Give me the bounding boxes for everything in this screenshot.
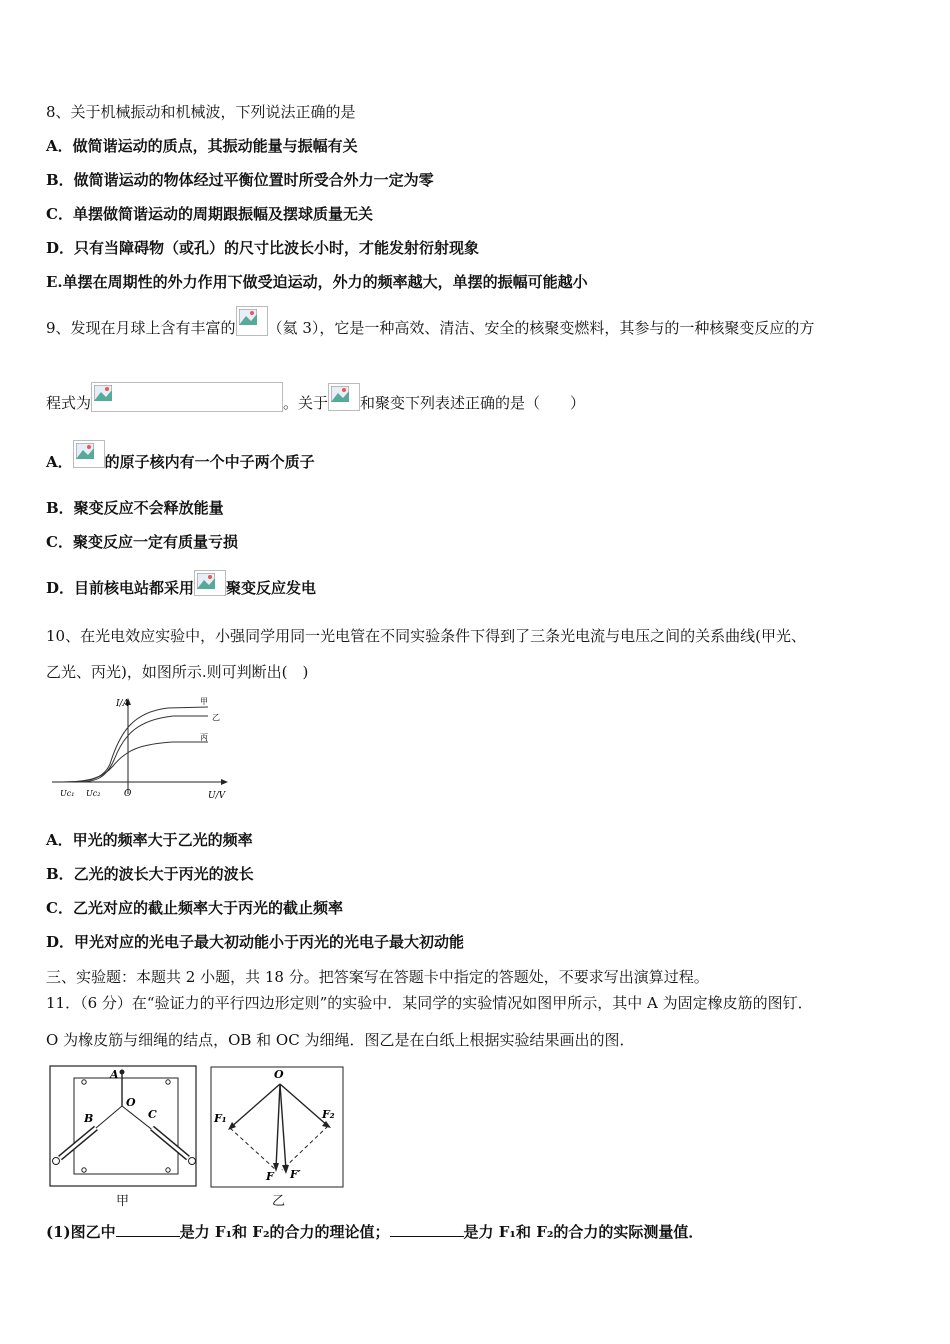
broken-image-icon bbox=[73, 440, 105, 468]
photoelectric-iv-graph bbox=[48, 694, 233, 806]
q9-line2-pre: 程式为 bbox=[46, 394, 92, 412]
q11-stem-line1: 11．（6 分）在“验证力的平行四边形定则”的实验中．某同学的实验情况如图甲所示，其中 A 为固定橡皮筋的图钉． bbox=[46, 994, 813, 1012]
q9-stem-line2 bbox=[46, 393, 585, 413]
q9-option-c: C．聚变反应一定有质量亏损 bbox=[46, 533, 238, 551]
uc2-label: Uc₂ bbox=[86, 789, 101, 798]
origin-label: O bbox=[124, 789, 132, 799]
label-a: A bbox=[110, 1068, 119, 1081]
q10-option-d: D．甲光对应的光电子最大初动能小于丙光的光电子最大初动能 bbox=[46, 933, 465, 951]
curve-jia bbox=[62, 707, 208, 782]
y-axis-label: I/A bbox=[116, 699, 130, 709]
label-o2: O bbox=[274, 1068, 284, 1081]
q9-line2-mid: 。关于 bbox=[283, 394, 329, 412]
q11-sub1-pre: (1)图乙中 bbox=[46, 1223, 116, 1241]
curve-bing bbox=[62, 742, 208, 782]
q10-stem-line2: 乙光、丙光)，如图所示.则可判断出( ) bbox=[46, 663, 309, 681]
q9-stem-line1 bbox=[46, 318, 814, 338]
label-f1: F₁ bbox=[214, 1112, 227, 1125]
uc1-label: Uc₁ bbox=[60, 789, 75, 798]
curve-yi bbox=[78, 716, 208, 782]
jia-label: 甲 bbox=[200, 697, 208, 706]
label-f: F bbox=[266, 1170, 274, 1183]
q9-line2-post: 和聚变下列表述正确的是（ ） bbox=[360, 394, 586, 412]
q11-sub1-mid: 是力 F₁和 F₂的合力的理论值； bbox=[179, 1223, 390, 1241]
label-f-prime: F′ bbox=[290, 1168, 301, 1181]
label-b: B bbox=[84, 1112, 94, 1125]
q9-option-d bbox=[46, 578, 316, 598]
q9-option-a bbox=[46, 452, 315, 472]
figure-jia-apparatus bbox=[48, 1064, 200, 1190]
q9-option-b: B．聚变反应不会释放能量 bbox=[46, 499, 224, 517]
q10-option-c: C．乙光对应的截止频率大于丙光的截止频率 bbox=[46, 899, 343, 917]
answer-blank-1[interactable] bbox=[116, 1222, 180, 1237]
broken-image-icon bbox=[91, 382, 283, 412]
q8-option-d: D．只有当障碍物（或孔）的尺寸比波长小时，才能发射衍射现象 bbox=[46, 239, 480, 257]
q9-a-post: 的原子核内有一个中子两个质子 bbox=[104, 453, 315, 471]
label-f2: F₂ bbox=[322, 1108, 335, 1121]
q9-d-post: 聚变反应发电 bbox=[226, 579, 317, 597]
q10-option-b: B．乙光的波长大于丙光的波长 bbox=[46, 865, 254, 883]
q8-stem: 8、关于机械振动和机械波，下列说法正确的是 bbox=[46, 103, 356, 121]
q11-sub1 bbox=[46, 1222, 703, 1242]
answer-blank-2[interactable] bbox=[390, 1222, 464, 1237]
figure-yi-force-diagram bbox=[210, 1066, 346, 1190]
x-axis-label: U/V bbox=[208, 791, 226, 801]
broken-image-icon bbox=[194, 570, 226, 596]
q9-a-pre: A． bbox=[46, 453, 73, 471]
q10-stem-line1: 10、在光电效应实验中，小强同学用同一光电管在不同实验条件下得到了三条光电流与电压之间的关系曲线(甲光、 bbox=[46, 627, 806, 645]
q9-stem-pre: 9、发现在月球上含有丰富的 bbox=[46, 319, 236, 337]
caption-jia: 甲 bbox=[116, 1194, 130, 1209]
caption-yi: 乙 bbox=[272, 1194, 286, 1209]
yi-label: 乙 bbox=[212, 713, 220, 722]
broken-image-icon bbox=[236, 306, 268, 336]
q8-option-a: A．做简谐运动的质点，其振动能量与振幅有关 bbox=[46, 137, 358, 155]
x-axis-arrow bbox=[221, 779, 228, 785]
section-3-heading: 三、实验题：本题共 2 小题，共 18 分。把答案写在答题卡中指定的答题处，不要求写出演算过程。 bbox=[46, 968, 709, 986]
q9-stem-post: （氦 3），它是一种高效、清洁、安全的核聚变燃料，其参与的一种核聚变反应的方 bbox=[267, 319, 815, 337]
q11-sub1-post: 是力 F₁和 F₂的合力的实际测量值． bbox=[463, 1223, 704, 1241]
broken-image-icon bbox=[328, 383, 360, 411]
q11-stem-line2: O 为橡皮筋与细绳的结点，OB 和 OC 为细绳．图乙是在白纸上根据实验结果画出的图． bbox=[46, 1031, 635, 1049]
q8-option-c: C．单摆做简谐运动的周期跟振幅及摆球质量无关 bbox=[46, 205, 373, 223]
q8-option-b: B．做简谐运动的物体经过平衡位置时所受合外力一定为零 bbox=[46, 171, 434, 189]
q8-option-e: E.单摆在周期性的外力作用下做受迫运动，外力的频率越大，单摆的振幅可能越小 bbox=[46, 273, 588, 291]
q10-option-a: A．甲光的频率大于乙光的频率 bbox=[46, 831, 253, 849]
q9-d-pre: D．目前核电站都采用 bbox=[46, 579, 195, 597]
board-outer bbox=[50, 1066, 196, 1186]
label-c: C bbox=[148, 1108, 157, 1121]
label-o: O bbox=[126, 1096, 136, 1109]
bing-label: 丙 bbox=[200, 733, 208, 742]
